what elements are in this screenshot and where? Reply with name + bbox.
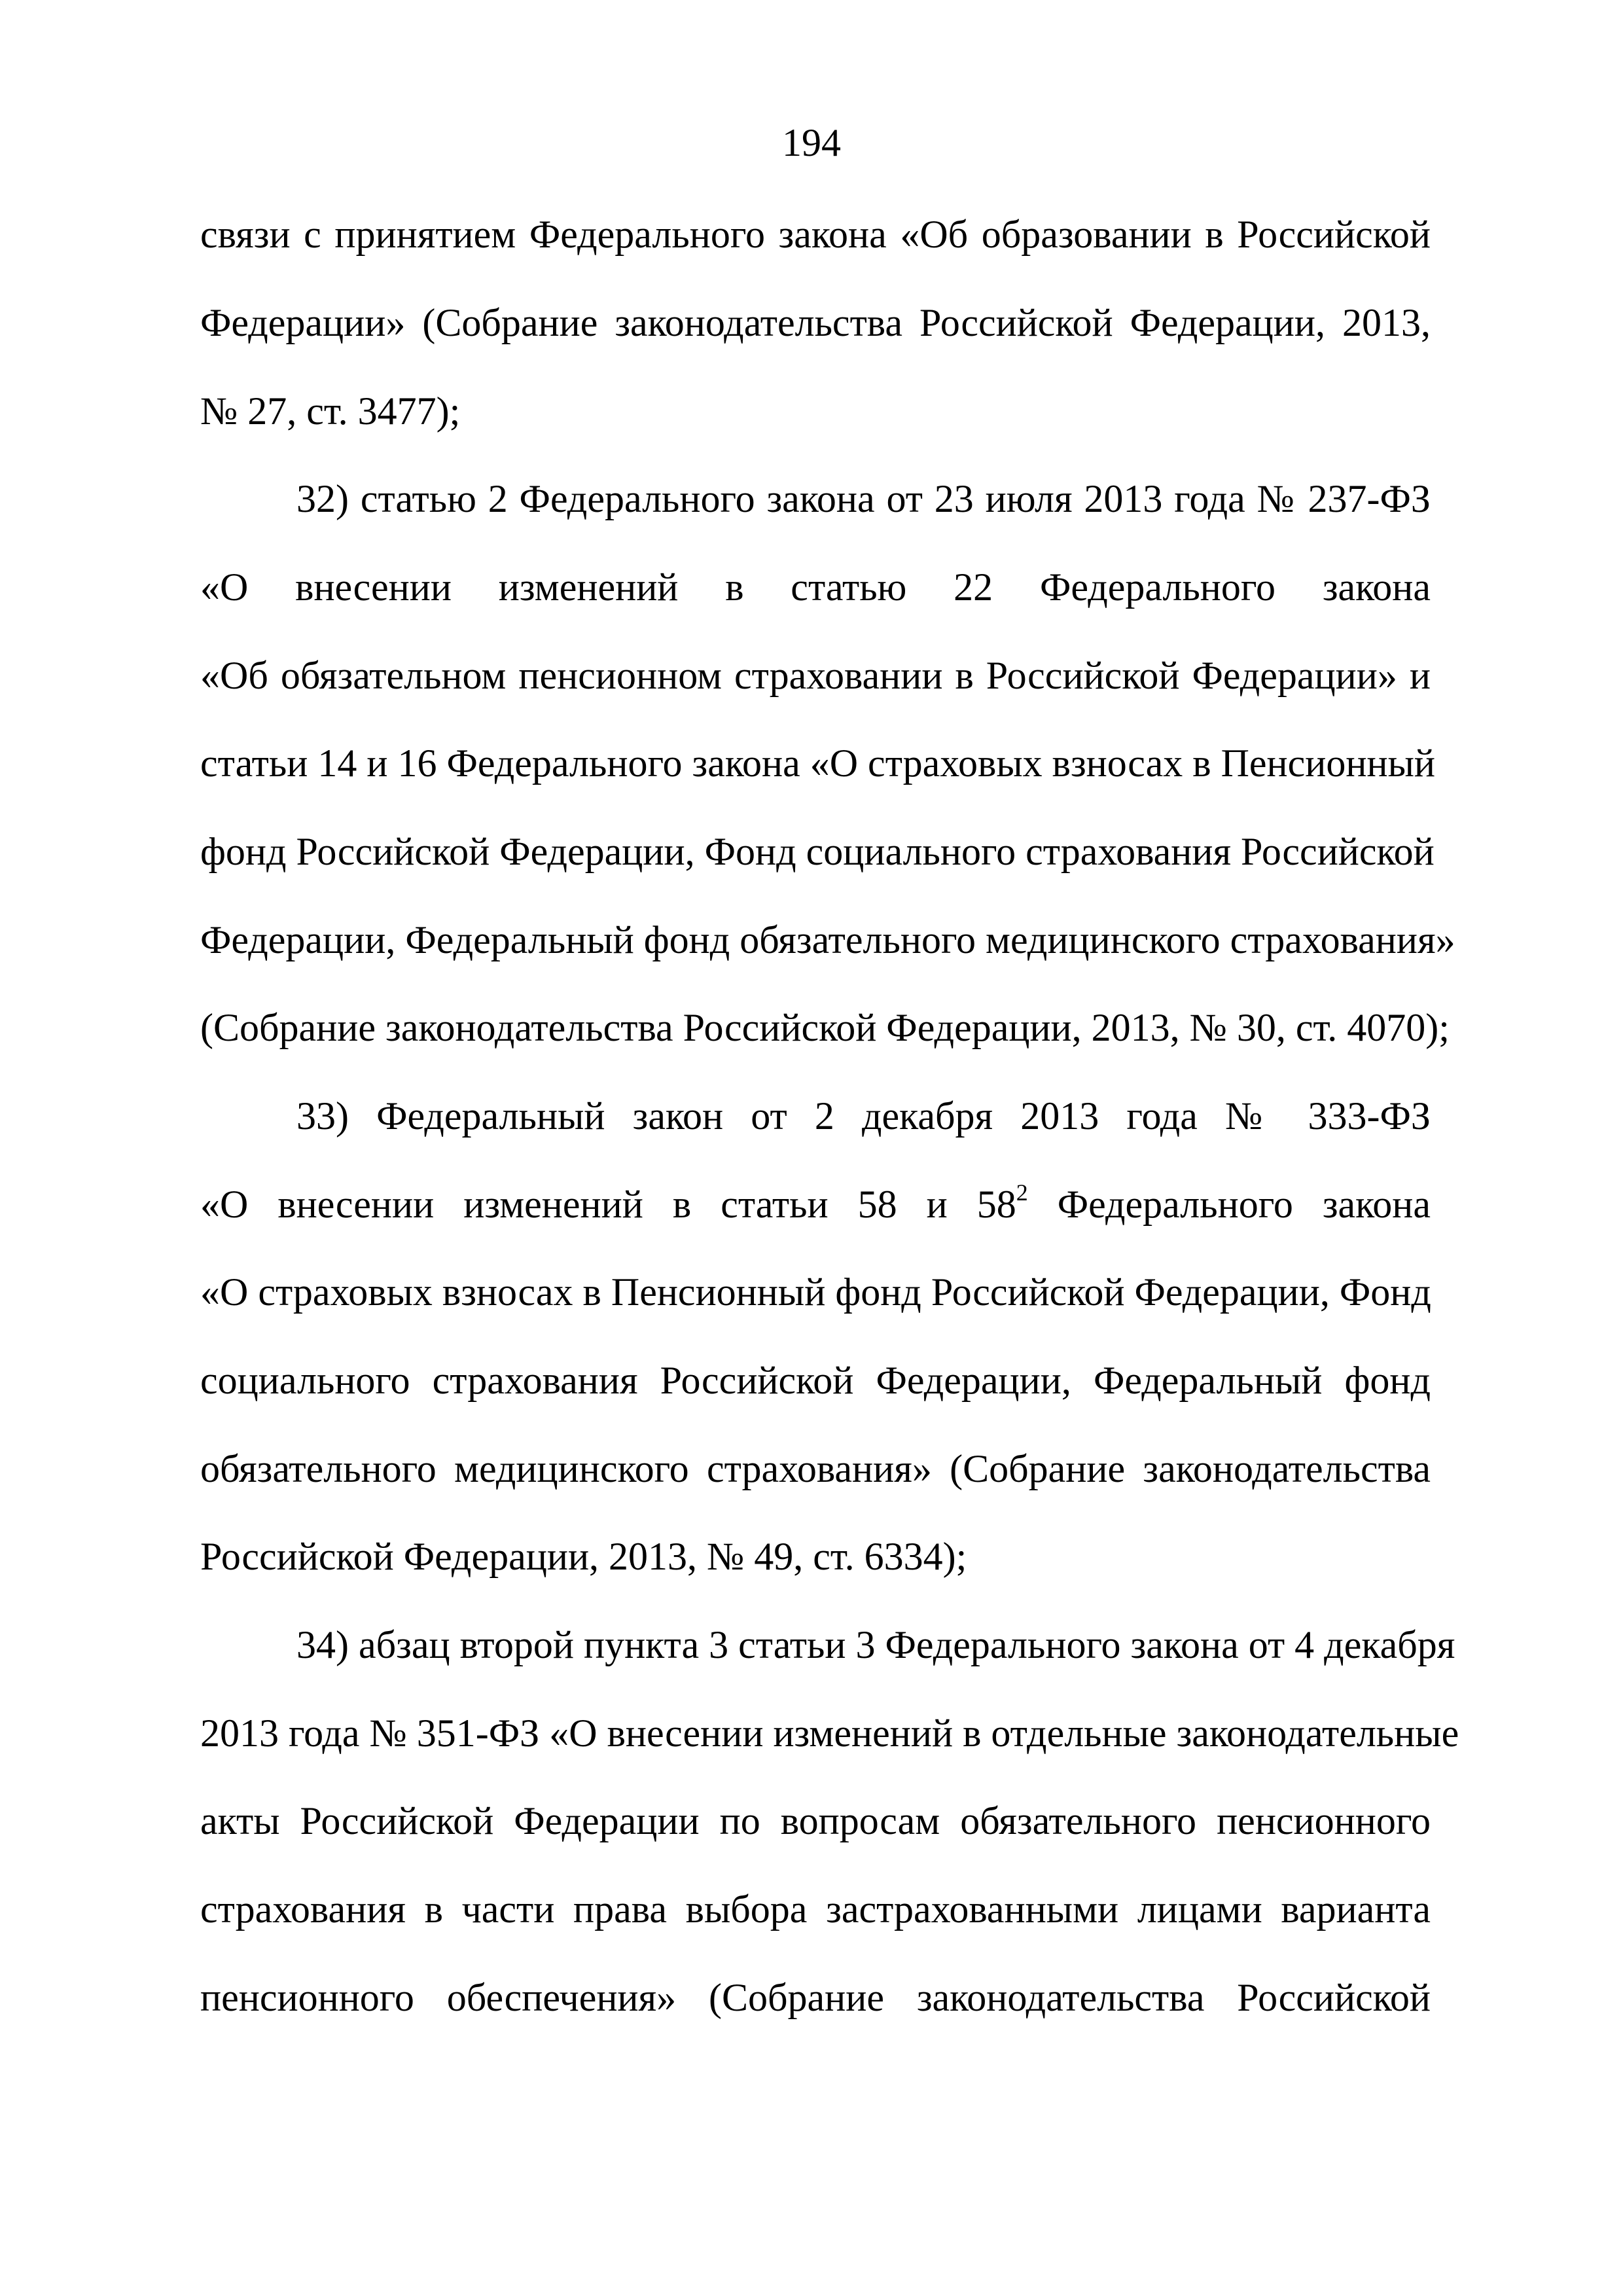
text-line: социального страхования Российской Федерации, Федеральный фонд bbox=[200, 1359, 1431, 1402]
text-line: «Об обязательном пенсионном страховании в Российской Федерации» и bbox=[200, 654, 1431, 697]
text-line: пенсионного обеспечения» (Собрание законодательства Российской bbox=[200, 1976, 1431, 2019]
text-line: Федерации, Федеральный фонд обязательного медицинского страхования» bbox=[200, 918, 1455, 961]
text-line: обязательного медицинского страхования» (Собрание законодательства bbox=[200, 1447, 1431, 1490]
text-line: акты Российской Федерации по вопросам обязательного пенсионного bbox=[200, 1799, 1431, 1842]
superscript: 2 bbox=[1016, 1179, 1028, 1206]
text-line: «О внесении изменений в статью 22 Федерального закона bbox=[200, 565, 1431, 609]
text-line: «О страховых взносах в Пенсионный фонд Российской Федерации, Фонд bbox=[200, 1270, 1431, 1314]
text-line: 32) статью 2 Федерального закона от 23 июля 2013 года № 237-ФЗ bbox=[296, 477, 1431, 520]
line-text-before-superscript: «О внесении изменений в статьи 58 и 58 bbox=[200, 1183, 1016, 1226]
text-line-with-superscript bbox=[200, 1178, 1431, 1230]
text-line: связи с принятием Федерального закона «Об образовании в Российской bbox=[200, 213, 1431, 256]
text-line: страхования в части права выбора застрахованными лицами варианта bbox=[200, 1888, 1431, 1931]
text-line: статьи 14 и 16 Федерального закона «О страховых взносах в Пенсионный bbox=[200, 742, 1436, 785]
page-number: 194 bbox=[782, 121, 841, 164]
text-line: 2013 года № 351-ФЗ «О внесении изменений в отдельные законодательные bbox=[200, 1712, 1459, 1755]
text-line: фонд Российской Федерации, Фонд социального страхования Российской bbox=[200, 830, 1435, 873]
text-line: (Собрание законодательства Российской Федерации, 2013, № 30, ст. 4070); bbox=[200, 1006, 1450, 1049]
line-text-after-superscript: Федерального закона bbox=[1057, 1183, 1431, 1226]
text-line: 34) абзац второй пункта 3 статьи 3 Федерального закона от 4 декабря bbox=[296, 1623, 1455, 1666]
text-line: 33) Федеральный закон от 2 декабря 2013 года № 333-ФЗ bbox=[296, 1094, 1431, 1138]
text-line: № 27, ст. 3477); bbox=[200, 389, 461, 433]
text-line: Российской Федерации, 2013, № 49, ст. 6334); bbox=[200, 1535, 967, 1578]
text-line: Федерации» (Собрание законодательства Российской Федерации, 2013, bbox=[200, 301, 1431, 344]
